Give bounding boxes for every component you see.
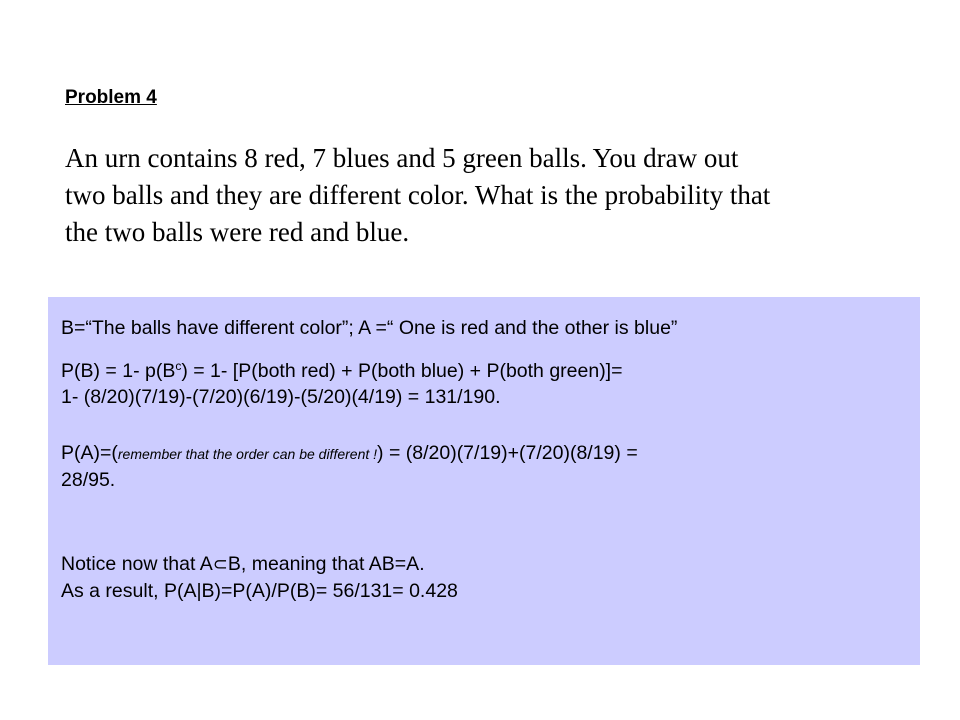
probability-a-calculation [61,440,638,493]
probability-b-calculation [61,358,623,410]
events-definition [61,315,677,341]
pa-start: P(A)=( [61,442,118,464]
conclusion [61,551,458,604]
events-definition-text: B=“The balls have different color”; A =“ One is red and the other is blue” [61,317,678,339]
problem-statement [65,140,925,251]
subset-symbol: ⊂ [212,554,228,575]
probability-a-line [61,440,638,467]
notice-end: B, meaning that AB=A. [227,553,425,575]
complement-superscript: c [175,359,182,373]
statement-line: the two balls were red and blue. [65,217,410,247]
probability-b-line-2: 1- (8/20)(7/19)-(7/20)(6/19)-(5/20)(4/19) = 131/190. [61,386,501,408]
statement-line: two balls and they are different color. What is the probability that [65,180,771,210]
pb-end: ) = 1- [P(both red) + P(both blue) + P(both green)]= [181,360,623,382]
notice-start: Notice now that A [61,553,213,575]
statement-line: An urn contains 8 red, 7 blues and 5 green balls. You draw out [65,143,739,173]
pb-start: P(B) = 1- p(B [61,360,176,382]
pa-end: ) = (8/20)(7/19)+(7/20)(8/19) = [377,442,638,464]
problem-heading: Problem 4 [65,87,157,108]
solution-box [48,297,920,665]
probability-b-line [61,358,623,384]
probability-a-line-2: 28/95. [61,469,116,491]
order-note: remember that the order can be different ! [117,446,378,462]
result-line: As a result, P(A|B)=P(A)/P(B)= 56/131= 0.428 [61,580,458,602]
notice-line [61,551,458,578]
